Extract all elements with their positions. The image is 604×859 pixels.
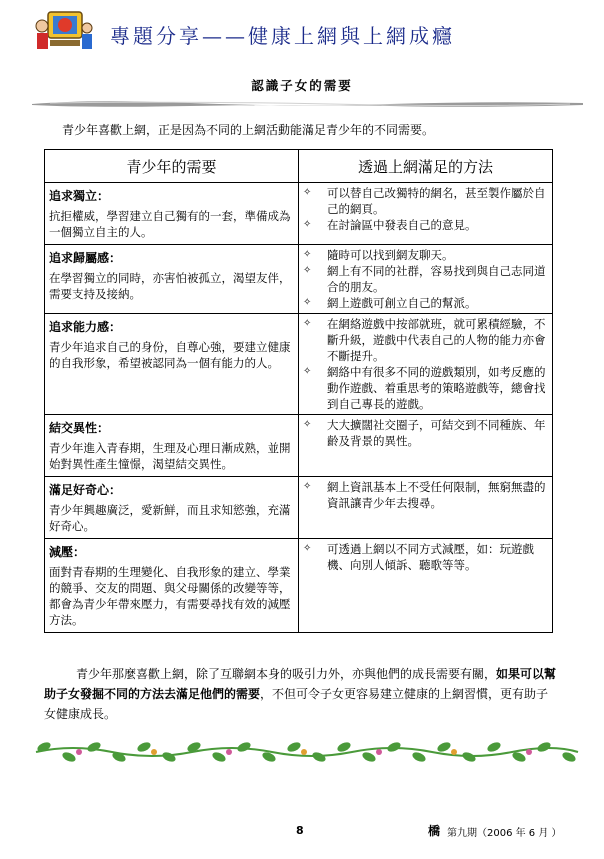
method-text: 在網絡遊戲中按部就班，就可累積經驗，不斷升級，遊戲中代表自己的人物的能力亦會不斷提升。 <box>327 317 546 363</box>
vine-leaf-icon <box>136 740 152 753</box>
method-text: 網上遊戲可創立自己的幫派。 <box>327 296 477 310</box>
vine-leaf-icon <box>386 740 402 753</box>
method-text: 在討論區中發表自己的意見。 <box>327 218 477 232</box>
col-header-needs: 青少年的需要 <box>45 150 299 183</box>
table-row <box>45 415 553 477</box>
method-item <box>303 185 548 217</box>
method-item <box>303 316 548 364</box>
vine-leaf-icon <box>361 750 377 763</box>
table-row <box>45 477 553 539</box>
vine-leaf-icon <box>211 750 227 763</box>
method-item <box>303 479 548 511</box>
method-item <box>303 217 548 233</box>
need-title: 追求歸屬感： <box>49 251 122 265</box>
method-text: 網上資訊基本上不受任何限制，無窮無盡的資訊讓青少年去搜尋。 <box>327 480 546 510</box>
need-title: 追求能力感： <box>49 320 122 334</box>
diamond-bullet-icon: ✧ <box>303 297 312 308</box>
vine-leaf-icon <box>486 740 502 753</box>
method-item <box>303 295 548 311</box>
method-item <box>303 417 548 449</box>
method-text: 可以替自己改獨特的網名，甚至製作屬於自己的網頁。 <box>327 186 546 216</box>
method-item <box>303 364 548 412</box>
diamond-bullet-icon: ✧ <box>303 187 312 198</box>
need-cell <box>45 539 299 633</box>
issue-label: 第九期（2006 年 6 月 ） <box>447 828 562 839</box>
conclusion-bold: 如果可以幫助子女發掘不同的方法去滿足他們的需要 <box>44 667 557 701</box>
vine-flower-icon <box>76 749 82 755</box>
method-text: 大大擴闊社交圈子，可結交到不同種族、年齡及背景的異性。 <box>327 418 546 448</box>
vine-flower-icon <box>376 749 382 755</box>
method-item <box>303 541 548 573</box>
methods-cell <box>299 477 553 539</box>
vine-leaf-icon <box>86 740 102 753</box>
col-header-methods: 透過上網滿足的方法 <box>299 150 553 183</box>
method-item <box>303 263 548 295</box>
methods-cell <box>299 415 553 477</box>
conclusion-text-1: 青少年那麼喜歡上網，除了互聯網本身的吸引力外，亦與他們的成長需要有關， <box>76 667 497 681</box>
vine-flower-icon <box>526 749 532 755</box>
computer-kids-logo-icon <box>32 6 94 54</box>
header-title: 專題分享——健康上網與上網成癮 <box>110 24 455 48</box>
section-subtitle: 認識子女的需要 <box>251 78 353 93</box>
vine-leaf-icon <box>286 740 302 753</box>
need-description: 青少年興趣廣泛，愛新鮮，而且求知慾強，充滿好奇心。 <box>49 503 291 533</box>
methods-cell <box>299 539 553 633</box>
intro-paragraph: 青少年喜歡上網，正是因為不同的上網活動能滿足青少年的不同需要。 <box>62 123 435 137</box>
vine-leaf-icon <box>311 750 327 763</box>
conclusion-text-2: ，不但可令子女更容易建立健康的上網習慣，更有助子女健康成長。 <box>44 687 549 721</box>
table-row <box>45 314 553 415</box>
vine-leaf-icon <box>561 750 577 763</box>
need-cell <box>45 183 299 245</box>
page-header <box>22 6 582 56</box>
table-row <box>45 539 553 633</box>
diamond-bullet-icon: ✧ <box>303 249 312 260</box>
vine-leaf-icon <box>461 750 477 763</box>
conclusion-paragraph <box>44 664 559 724</box>
methods-cell <box>299 314 553 415</box>
vine-leaf-icon <box>436 740 452 753</box>
vine-flower-icon <box>301 749 307 755</box>
need-description: 青少年進入青春期，生理及心理日漸成熟，並開始對異性產生憧憬，渴望結交異性。 <box>49 441 291 471</box>
need-cell <box>45 245 299 314</box>
vine-leaf-icon <box>236 740 252 753</box>
need-description: 抗拒權威，學習建立自己獨有的一套，準備成為一個獨立自主的人。 <box>49 209 291 239</box>
method-item <box>303 247 548 263</box>
vine-leaf-icon <box>411 750 427 763</box>
methods-cell <box>299 183 553 245</box>
diamond-bullet-icon: ✧ <box>303 543 312 554</box>
diamond-bullet-icon: ✧ <box>303 481 312 492</box>
need-cell <box>45 314 299 415</box>
vine-leaf-icon <box>61 750 77 763</box>
diamond-bullet-icon: ✧ <box>303 318 312 329</box>
table-row <box>45 183 553 245</box>
page-number: 8 <box>296 824 304 837</box>
publication-mark: 橋 <box>428 824 441 838</box>
need-cell <box>45 415 299 477</box>
need-description: 青少年追求自己的身份，自尊心強，要建立健康的自我形象，希望被認同為一個有能力的人。 <box>49 340 291 370</box>
vine-flower-icon <box>451 749 457 755</box>
diamond-bullet-icon: ✧ <box>303 419 312 430</box>
vine-flower-icon <box>226 749 232 755</box>
need-description: 在學習獨立的同時，亦害怕被孤立，渴望友伴，需要支持及接納。 <box>49 271 291 301</box>
method-text: 隨時可以找到網友聊天。 <box>327 248 454 262</box>
method-text: 網上有不同的社群，容易找到與自己志同道合的朋友。 <box>327 264 546 294</box>
brush-divider <box>30 96 585 112</box>
need-title: 減壓： <box>49 545 86 559</box>
vine-flower-icon <box>151 749 157 755</box>
needs-table <box>44 149 553 633</box>
vine-divider <box>32 738 582 766</box>
method-text: 網絡中有很多不同的遊戲類別，如考反應的動作遊戲、着重思考的策略遊戲等，總會找到自己專長的遊戲。 <box>327 365 546 411</box>
diamond-bullet-icon: ✧ <box>303 265 312 276</box>
table-row <box>45 245 553 314</box>
methods-cell <box>299 245 553 314</box>
diamond-bullet-icon: ✧ <box>303 219 312 230</box>
need-title: 追求獨立： <box>49 189 110 203</box>
need-title: 滿足好奇心： <box>49 483 122 497</box>
need-description: 面對青春期的生理變化、自我形象的建立、學業的競爭、交友的問題、與父母關係的改變等等，都會為青少年帶來壓力，有需要尋找有效的減壓方法。 <box>49 565 291 627</box>
need-cell <box>45 477 299 539</box>
diamond-bullet-icon: ✧ <box>303 366 312 377</box>
vine-leaf-icon <box>161 750 177 763</box>
method-text: 可透過上網以不同方式減壓，如：玩遊戲機、向別人傾訴、聽歌等等。 <box>327 542 534 572</box>
vine-leaf-icon <box>536 740 552 753</box>
need-title: 結交異性： <box>49 421 110 435</box>
